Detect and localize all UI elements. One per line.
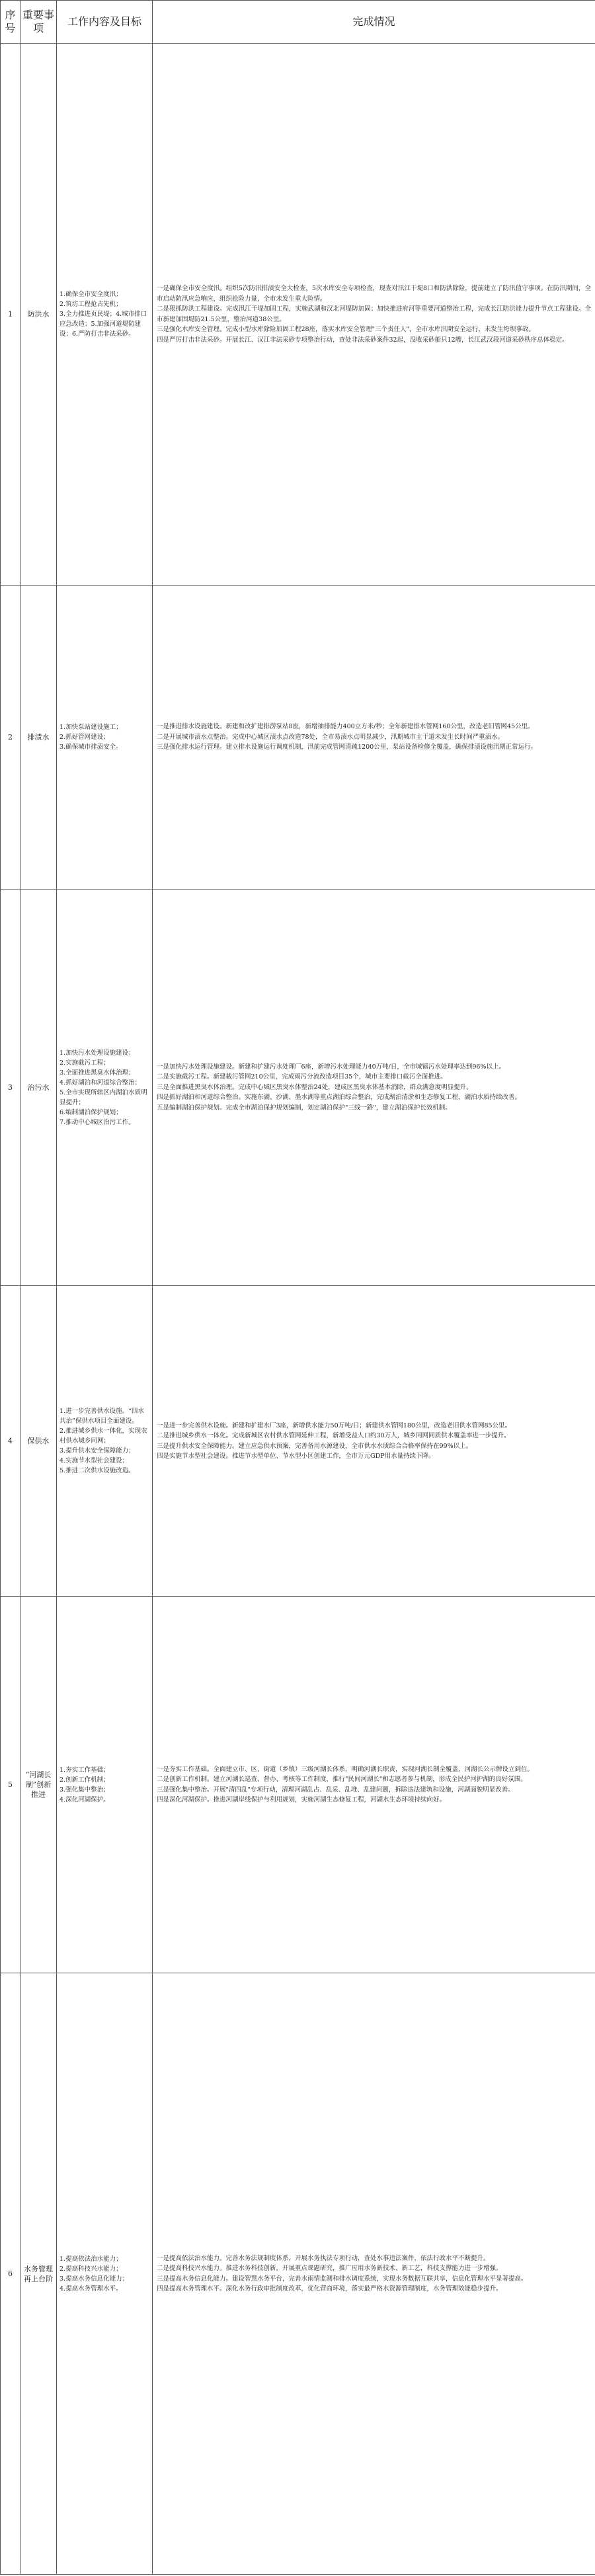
table-row bbox=[1, 44, 595, 586]
row-no: 4 bbox=[1, 1286, 20, 1597]
row-no: 5 bbox=[1, 1597, 20, 1973]
row-goal: 1.夯实工作基础； 2.创新工作机制； 3.强化集中整治； 4.深化河湖保护。 bbox=[57, 1597, 153, 1973]
row-item: 防洪水 bbox=[20, 44, 57, 586]
table-header-row bbox=[1, 1, 595, 44]
row-status: 一是确保全市安全度汛。组织5次防汛排渍安全大检查，5次水库安全专项检查，现查对汛江干堤8口和防洪除险，提前建立了防汛值守事项。在防汛期间，全市启动防汛应急响应，组织抢险力量，全市未发生重大险情。 二是狠抓防洪工程建设。完成汛江干堤加固工程，实施武湖和汉北河堤防加固；加快推进府河等重要河道整治工程，完成长江防洪能力提升节点工程建设。全市新建加固堤防21.5公里，整治河道38公里。 三是强化水库安全管理。完成小型水库除险加固工程28座，落实水库安全管理"三个责任人"，全市水库汛期安全运行，未发生垮坝事故。 四是严厉打击非法采砂。开展长江、汉江非法采砂专项整治行动，查处非法采砂案件32起，没收采砂船只12艘，长江武汉段河道采砂秩序总体稳定。 bbox=[153, 44, 595, 586]
row-status: 一是加快污水处理设施建设。新建和扩建污水处理厂6座，新增污水处理能力40万吨/日，全市城镇污水处理率达到96%以上。 二是实施截污工程。新建截污管网210公里，完成雨污分流改造项目35个，城市主要排口截污全面推进。 三是全面推进黑臭水体治理。完成中心城区黑臭水体整治24处，建成区黑臭水体基本消除，群众满意度明显提升。 四是抓好湖泊和河道综合整治。实施东湖、沙湖、墨水湖等重点湖泊综合整治，完成湖泊清淤和生态修复工程，湖泊水质持续改善。 五是编制湖泊保护规划。完成全市湖泊保护规划编制，划定湖泊保护"三线一路"，建立湖泊保护长效机制。 bbox=[153, 890, 595, 1286]
row-status: 一是夯实工作基础。全面建立市、区、街道（乡镇）三级河湖长体系，明确河湖长职责，实现河湖长制全覆盖，河湖长公示牌设立到位。 二是创新工作机制。建立河湖长巡查、督办、考核等工作制度，推行"民间河湖长"和志愿者参与机制，形成全民护河护湖的良好氛围。 三是强化集中整治。开展"清四乱"专项行动，清理河湖乱占、乱采、乱堆、乱建问题，拆除违法建筑和设施，河湖面貌明显改善。 四是深化河湖保护。推进河湖岸线保护与利用规划，实施河湖生态修复工程，河湖水生态环境持续向好。 bbox=[153, 1597, 595, 1973]
row-goal: 1.进一步完善供水设施。“四水共治”保供水项目全面建设。 2.推进城乡供水一体化，实现农村供水城乡同网； 3.提升供水安全保障能力； 4.实施节水型社会建设； 5.推进二次供水设施改造。 bbox=[57, 1286, 153, 1597]
header-goal: 工作内容及目标 bbox=[57, 1, 153, 44]
row-item: 治污水 bbox=[20, 890, 57, 1286]
row-no: 1 bbox=[1, 44, 20, 586]
table-row bbox=[1, 586, 595, 890]
row-status: 一是进一步完善供水设施。新建和扩建水厂3座，新增供水能力50万吨/日；新建供水管网180公里，改造老旧供水管网85公里。 二是推进城乡供水一体化。完成新城区农村供水管网延伸工程，新增受益人口约30万人，城乡同网同质供水覆盖率进一步提升。 三是提升供水安全保障能力。建立应急供水预案，完善备用水源建设，全市供水水质综合合格率保持在99%以上。 四是实施节水型社会建设。推进节水型单位、节水型小区创建工作，全市万元GDP用水量持续下降。 bbox=[153, 1286, 595, 1597]
table-row bbox=[1, 1286, 595, 1597]
row-status: 一是推进排水设施建设。新建和改扩建排涝泵站8座，新增抽排能力400立方米/秒；全年新建排水管网160公里，改造老旧管网45公里。 二是开展城市渍水点整治。完成中心城区渍水点改造78处，全市易渍水点明显减少，汛期城市主干道未发生长时间严重渍水。 三是强化排水运行管理。建立排水设施运行调度机制，汛前完成管网清疏1200公里，泵站设备检修全覆盖，确保排渍设施汛期正常运行。 bbox=[153, 586, 595, 890]
row-goal: 1.加快泵站建设施工； 2.抓好管网建设； 3.确保城市排渍安全。 bbox=[57, 586, 153, 890]
table-row bbox=[1, 1973, 595, 2575]
row-goal: 1.确保全市安全度汛； 2.筑坊工程抢占先机； 3.全力推进页民堤；4.城市排口应急改造；5.加强河道堤防建设；6.严防打击非法采砂。 bbox=[57, 44, 153, 586]
row-no: 2 bbox=[1, 586, 20, 890]
row-item: 排渍水 bbox=[20, 586, 57, 890]
row-item: 保供水 bbox=[20, 1286, 57, 1597]
row-status: 一是提高依法治水能力。完善水务法规制度体系，开展水务执法专项行动，查处水事违法案件，依法行政水平不断提升。 二是提高科技兴水能力。推进水务科技创新，开展重点课题研究，推广应用水务新技术、新工艺，科技支撑能力进一步增强。 三是提高水务信息化能力。建设智慧水务平台，完善水雨情监测和排水调度系统，实现水务数据互联共享，信息化管理水平显著提高。 四是提高水务管理水平。深化水务行政审批制度改革，优化营商环境，落实最严格水资源管理制度，水务管理效能稳步提升。 bbox=[153, 1973, 595, 2575]
row-item: “河湖长制”创新推进 bbox=[20, 1597, 57, 1973]
row-goal: 1.加快污水处理设施建设； 2.实施截污工程； 3.全面推进黑臭水体治理； 4.抓好湖泊和河道综合整治； 5.全市实现所辖区内湖泊水质明显提升； 6.编制湖泊保护规划； 7.推动中心城区治污工作。 bbox=[57, 890, 153, 1286]
row-no: 6 bbox=[1, 1973, 20, 2575]
header-item: 重要事项 bbox=[20, 1, 57, 44]
row-no: 3 bbox=[1, 890, 20, 1286]
row-item: 水务管理再上台阶 bbox=[20, 1973, 57, 2575]
table-row bbox=[1, 1597, 595, 1973]
header-no: 序号 bbox=[1, 1, 20, 44]
row-goal: 1.提高依法治水能力； 2.提高科技兴水能力； 3.提高水务信息化能力； 4.提高水务管理水平。 bbox=[57, 1973, 153, 2575]
table-row bbox=[1, 890, 595, 1286]
header-status: 完成情况 bbox=[153, 1, 595, 44]
